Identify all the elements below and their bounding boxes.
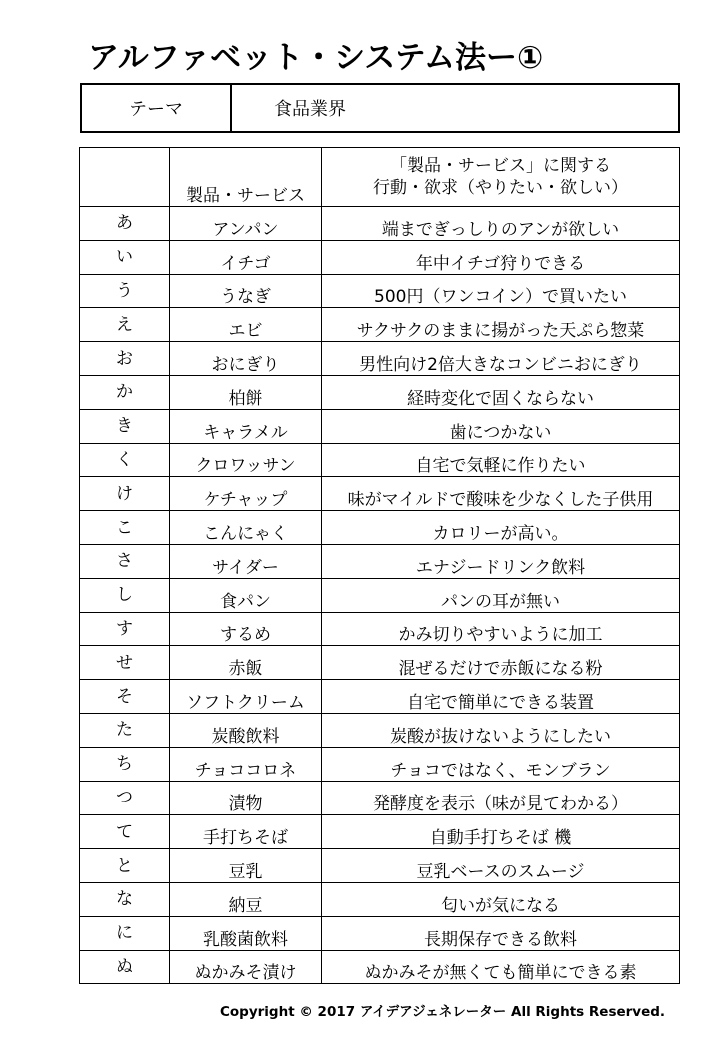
row-product: 漬物 (170, 781, 322, 815)
row-kana: す (80, 612, 170, 646)
header-desc-line1: 「製品・サービス」に関する (390, 156, 611, 176)
table-row (80, 274, 680, 308)
row-product: するめ (170, 612, 322, 646)
table-row (80, 511, 680, 545)
row-kana: な (80, 882, 170, 916)
table-row (80, 443, 680, 477)
table-row (80, 882, 680, 916)
row-product: うなぎ (170, 274, 322, 308)
row-desc: 匂いが気になる (322, 882, 680, 916)
row-desc: 自動手打ちそば 機 (322, 815, 680, 849)
row-product: 柏餅 (170, 375, 322, 409)
row-kana: き (80, 409, 170, 443)
row-kana: し (80, 578, 170, 612)
table-row (80, 747, 680, 781)
row-kana: く (80, 443, 170, 477)
copyright-text: Copyright © 2017 アイデアジェネレーター All Rights Reserved. (220, 1004, 666, 1020)
row-desc: エナジードリンク飲料 (322, 544, 680, 578)
table-row (80, 375, 680, 409)
row-kana: と (80, 849, 170, 883)
table-row (80, 207, 680, 241)
row-desc: 自宅で簡単にできる装置 (322, 680, 680, 714)
row-desc: カロリーが高い。 (322, 511, 680, 545)
theme-value: 食品業界 (274, 99, 346, 120)
theme-label: テーマ (82, 85, 232, 131)
row-kana: に (80, 916, 170, 950)
table-row (80, 916, 680, 950)
row-desc: サクサクのままに揚がった天ぷら惣菜 (322, 308, 680, 342)
row-product: エビ (170, 308, 322, 342)
table-row (80, 477, 680, 511)
row-product: 炭酸飲料 (170, 713, 322, 747)
table-row (80, 950, 680, 984)
row-product: 赤飯 (170, 646, 322, 680)
table-row (80, 849, 680, 883)
row-product: 手打ちそば (170, 815, 322, 849)
row-kana: つ (80, 781, 170, 815)
table-row (80, 342, 680, 376)
row-desc: 自宅で気軽に作りたい (322, 443, 680, 477)
table-row (80, 612, 680, 646)
row-desc: チョコではなく、モンブラン (322, 747, 680, 781)
row-desc: ぬかみそが無くても簡単にできる素 (322, 950, 680, 984)
table-row (80, 680, 680, 714)
header-desc (322, 148, 680, 207)
row-kana: ち (80, 747, 170, 781)
table-row (80, 308, 680, 342)
row-desc: 長期保存できる飲料 (322, 916, 680, 950)
row-kana: か (80, 375, 170, 409)
row-product: 納豆 (170, 882, 322, 916)
table-row (80, 578, 680, 612)
row-product: イチゴ (170, 240, 322, 274)
row-desc: かみ切りやすいように加工 (322, 612, 680, 646)
row-desc: 混ぜるだけで赤飯になる粉 (322, 646, 680, 680)
row-desc: 年中イチゴ狩りできる (322, 240, 680, 274)
row-product: チョココロネ (170, 747, 322, 781)
table-row (80, 815, 680, 849)
row-desc: 男性向け2倍大きなコンビニおにぎり (322, 342, 680, 376)
row-desc: 経時変化で固くならない (322, 375, 680, 409)
row-kana: ぬ (80, 950, 170, 984)
header-desc-line2: 行動・欲求（やりたい・欲しい） (373, 178, 628, 198)
header-product: 製品・サービス (170, 148, 322, 207)
row-desc: 味がマイルドで酸味を少なくした子供用 (322, 477, 680, 511)
row-kana: あ (80, 207, 170, 241)
row-kana: お (80, 342, 170, 376)
header-kana (80, 148, 170, 207)
table-row (80, 646, 680, 680)
row-desc: 発酵度を表示（味が見てわかる） (322, 781, 680, 815)
row-product: サイダー (170, 544, 322, 578)
row-kana: て (80, 815, 170, 849)
row-product: おにぎり (170, 342, 322, 376)
row-desc: 端までぎっしりのアンが欲しい (322, 207, 680, 241)
row-product: アンパン (170, 207, 322, 241)
row-product: こんにゃく (170, 511, 322, 545)
table-body (80, 148, 680, 984)
row-kana: い (80, 240, 170, 274)
row-kana: え (80, 308, 170, 342)
row-kana: け (80, 477, 170, 511)
row-product: キャラメル (170, 409, 322, 443)
theme-box (80, 83, 680, 133)
row-product: 乳酸菌飲料 (170, 916, 322, 950)
alphabet-table (79, 147, 680, 984)
row-kana: う (80, 274, 170, 308)
row-desc: パンの耳が無い (322, 578, 680, 612)
row-product: 食パン (170, 578, 322, 612)
table-row (80, 409, 680, 443)
row-product: クロワッサン (170, 443, 322, 477)
row-kana: こ (80, 511, 170, 545)
row-desc: 炭酸が抜けないようにしたい (322, 713, 680, 747)
row-product: ケチャップ (170, 477, 322, 511)
row-desc: 豆乳ベースのスムージ (322, 849, 680, 883)
table-row (80, 240, 680, 274)
row-desc: 歯につかない (322, 409, 680, 443)
row-kana: た (80, 713, 170, 747)
row-kana: そ (80, 680, 170, 714)
row-product: ソフトクリーム (170, 680, 322, 714)
row-kana: せ (80, 646, 170, 680)
row-kana: さ (80, 544, 170, 578)
row-product: 豆乳 (170, 849, 322, 883)
table-row (80, 713, 680, 747)
table-row (80, 781, 680, 815)
table-row (80, 544, 680, 578)
row-product: ぬかみそ漬け (170, 950, 322, 984)
row-desc: 500円（ワンコイン）で買いたい (322, 274, 680, 308)
table-header-row (80, 148, 680, 207)
page-title: アルファベット・システム法ー① (88, 40, 544, 76)
